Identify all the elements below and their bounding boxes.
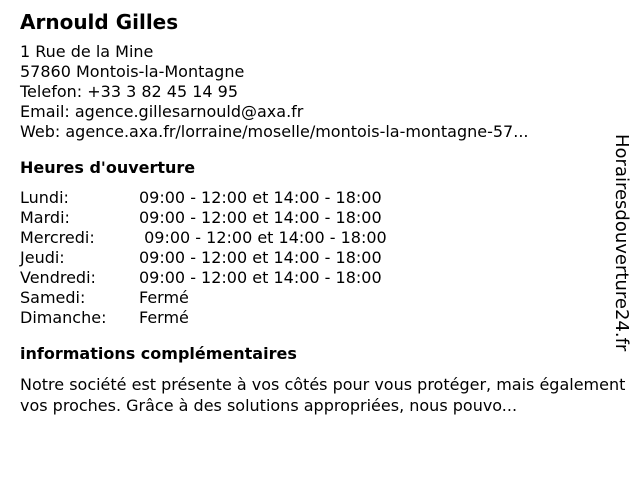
address-line-street: 1 Rue de la Mine [20, 42, 154, 61]
hours-row-monday [20, 188, 610, 208]
hours-day: Mercredi: [20, 228, 95, 247]
hours-time: Fermé [139, 308, 189, 327]
hours-time: 09:00 - 12:00 et 14:00 - 18:00 [139, 208, 382, 227]
hours-table [20, 188, 610, 328]
hours-day: Vendredi: [20, 268, 96, 287]
hours-day: Mardi: [20, 208, 70, 227]
watermark-text: Horairesdouverture24.fr [611, 134, 632, 352]
hours-time: 09:00 - 12:00 et 14:00 - 18:00 [139, 228, 387, 247]
hours-row-wednesday [20, 228, 610, 248]
hours-row-thursday [20, 248, 610, 268]
hours-time: 09:00 - 12:00 et 14:00 - 18:00 [139, 248, 382, 267]
info-text: Notre société est présente à vos côtés pour vous protéger, mais également vos proches. Grâce à des solutions appropriées, nous pouvo... [20, 375, 626, 415]
web-line: Web: agence.axa.fr/lorraine/moselle/montois-la-montagne-57... [20, 122, 529, 141]
address-line-city: 57860 Montois-la-Montagne [20, 62, 245, 81]
hours-day: Dimanche: [20, 308, 107, 327]
hours-time: 09:00 - 12:00 et 14:00 - 18:00 [139, 188, 382, 207]
info-title: informations complémentaires [20, 344, 297, 363]
hours-row-saturday [20, 288, 610, 308]
hours-row-sunday [20, 308, 610, 328]
email-line: Email: agence.gillesarnould@axa.fr [20, 102, 304, 121]
hours-time: 09:00 - 12:00 et 14:00 - 18:00 [139, 268, 382, 287]
business-name: Arnould Gilles [20, 10, 179, 34]
hours-day: Lundi: [20, 188, 69, 207]
hours-title: Heures d'ouverture [20, 158, 196, 177]
hours-row-friday [20, 268, 610, 288]
hours-day: Samedi: [20, 288, 86, 307]
hours-time: Fermé [139, 288, 189, 307]
phone-line: Telefon: +33 3 82 45 14 95 [20, 82, 239, 101]
hours-day: Jeudi: [20, 248, 65, 267]
hours-row-tuesday [20, 208, 610, 228]
